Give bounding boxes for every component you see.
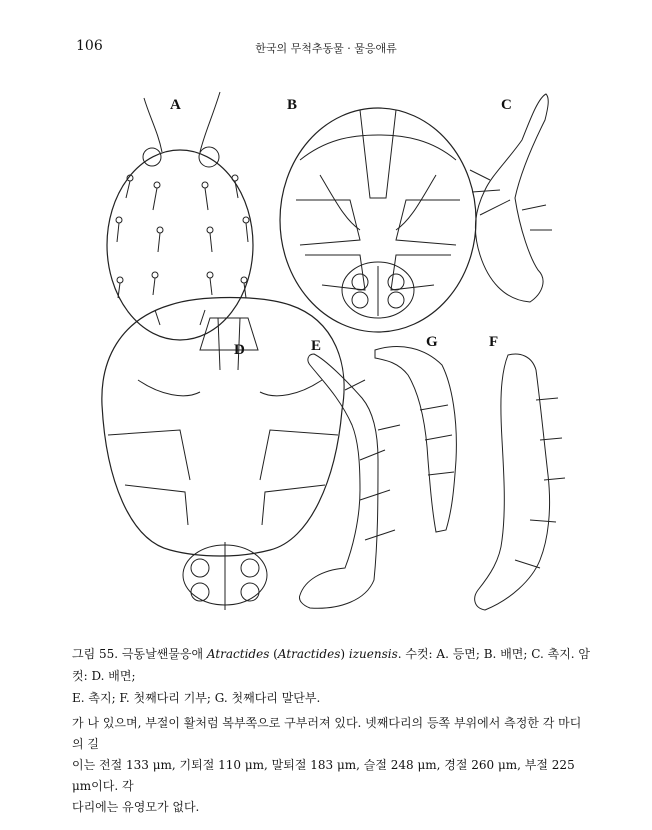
body-line-2: 이는 전절 133 μm, 기퇴절 110 μm, 말퇴절 183 μm, 슬절 248 μm, 경절 260 μm, 부절 225 μm이다. 각 [72,758,575,793]
panel-label-f: F [489,334,499,350]
panel-f-drawing [475,354,565,610]
figure-plate [60,80,600,625]
caption-species: izuensis [348,647,398,661]
body-line-1: 가 나 있으며, 부절이 활처럼 복부쪽으로 구부러져 있다. 넷째다리의 등쪽 부위에서 측정한 각 마디의 길 [72,716,582,751]
panel-label-b: B [287,97,298,113]
panel-label-e: E [311,338,322,354]
body-line-3: 다리에는 유영모가 없다. [72,800,200,814]
panel-c-drawing [470,94,552,302]
panel-label-d: D [234,342,245,358]
panel-label-a: A [170,97,181,113]
panel-b-drawing [280,108,476,332]
panel-e-drawing [299,354,400,608]
caption-subgenus: Atractides [277,647,341,661]
panel-g-drawing [375,346,456,532]
caption-paren-open: ( [269,647,278,661]
caption-line-1 [72,643,592,687]
caption-rest: . 수컷: A. 등면; B. 배면; C. 촉지. 암컷: D. 배면; [72,647,591,683]
page-number: 106 [76,38,103,54]
panel-d-drawing [102,298,344,611]
caption-paren-close: ) [340,647,349,661]
figure-caption [72,643,592,709]
body-paragraph [72,713,592,818]
panel-label-g: G [426,334,438,350]
caption-line-2: E. 촉지; F. 첫째다리 기부; G. 첫째다리 말단부. [72,691,321,705]
running-header: 한국의 무척추동물 · 물응애류 [255,42,397,55]
caption-prefix: 그림 55. 극동날쌘물응애 [72,647,207,661]
panel-label-c: C [501,97,512,113]
caption-genus: Atractides [206,647,270,661]
